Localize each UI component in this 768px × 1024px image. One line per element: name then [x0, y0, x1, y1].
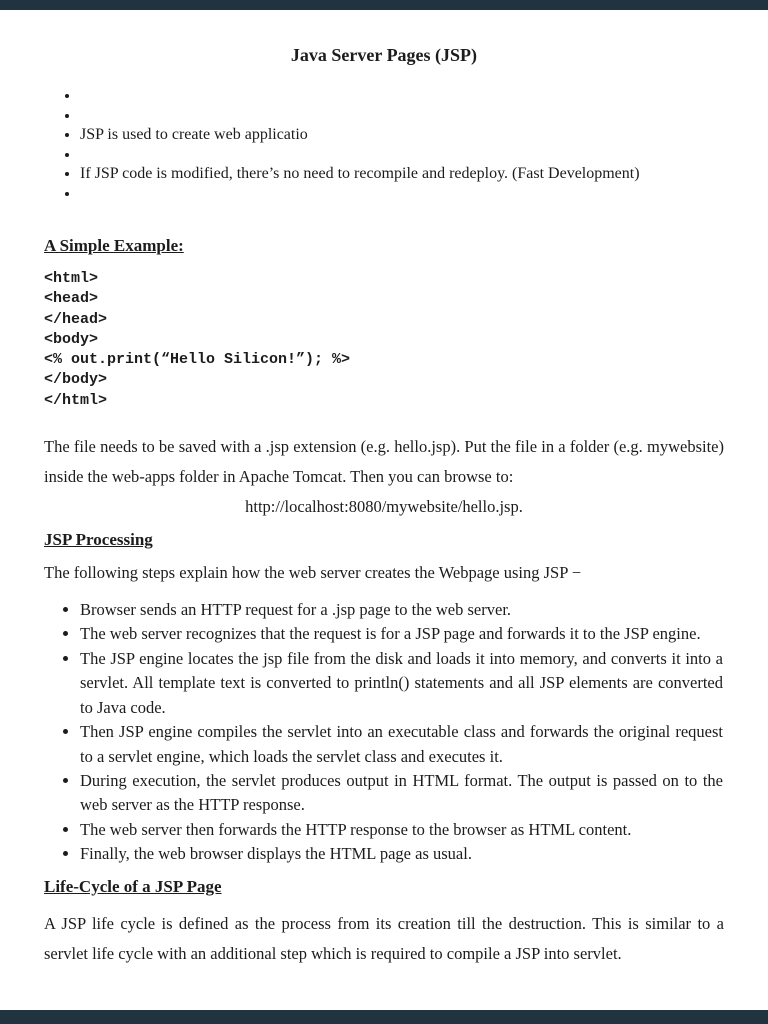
step-item: • Browser sends an HTTP request for a .jsp page to the web server. [80, 598, 724, 622]
code-line: </body> [44, 371, 108, 389]
code-line: <head> [44, 290, 99, 308]
step-item: • The web server then forwards the HTTP response to the browser as HTML content. [80, 818, 724, 842]
list-item: • JSP is used to create web applicatio [80, 125, 724, 145]
code-line: </head> [44, 310, 108, 328]
code-line: <html> [44, 270, 99, 287]
steps-intro-text: The following steps explain how the web server creates the Webpage using JSP − [44, 563, 582, 583]
heading-life-cycle: Life-Cycle of a JSP Page [44, 876, 222, 896]
list-item [80, 184, 724, 204]
heading-simple-example: A Simple Example: [44, 236, 184, 255]
code-block [44, 269, 724, 411]
page-title: Java Server Pages (JSP) [290, 45, 478, 65]
code-line: <% out.print(“Hello Silicon!”); %> [44, 351, 351, 369]
list-item: • If JSP code is modified, there’s no need to recompile and redeploy. (Fast Development) [80, 164, 724, 184]
intro-bullet-list [44, 86, 724, 203]
step-item: • Finally, the web browser displays the HTML page as usual. [80, 842, 724, 866]
processing-steps-list [44, 598, 724, 866]
heading-jsp-processing: JSP Processing [44, 530, 153, 550]
step-item: • During execution, the servlet produces output in HTML format. The output is passed on to the web server as the HTTP response. [80, 769, 724, 818]
code-line: <body> [44, 330, 99, 348]
list-item [80, 106, 724, 126]
viewer-top-bar [0, 0, 768, 10]
life-cycle-paragraph: A JSP life cycle is defined as the process from its creation till the destruction. This is similar to a servlet life cycle with an additional step which is required to compile a JSP into servlet. [44, 913, 724, 963]
step-item: • The JSP engine locates the jsp file from the disk and loads it into memory, and converts it into a servlet. All template text is converted to println() statements and all JSP elements are converted to Java code. [80, 647, 724, 720]
list-item [80, 145, 724, 165]
save-file-paragraph: The file needs to be saved with a .jsp extension (e.g. hello.jsp). Put the file in a folder (e.g. mywebsite) inside the web-apps folder in Apache Tomcat. Then you can browse to: [44, 437, 724, 487]
viewer-bottom-bar [0, 1010, 768, 1024]
step-item: • Then JSP engine compiles the servlet into an executable class and forwards the original request to a servlet engine, which loads the servlet class and executes it. [80, 720, 724, 769]
list-item [80, 86, 724, 106]
code-line: </html> [44, 391, 108, 409]
step-item: • The web server recognizes that the request is for a JSP page and forwards it to the JSP engine. [80, 622, 724, 646]
example-url-text: http://localhost:8080/mywebsite/hello.jsp. [245, 497, 523, 517]
